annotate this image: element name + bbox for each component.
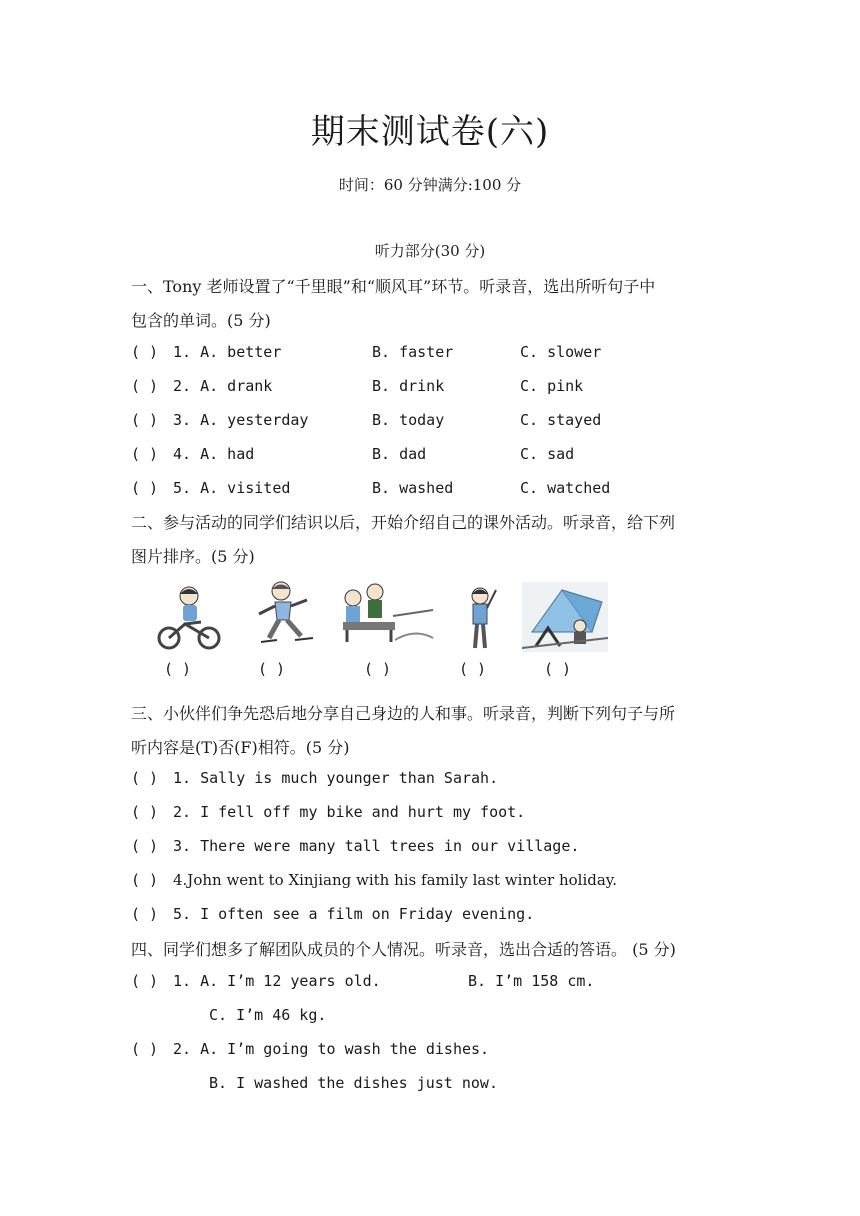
section-1-instruction-line2: 包含的单词。(5 分) xyxy=(131,311,271,330)
statement-text: 5. I often see a film on Friday evening. xyxy=(173,905,535,923)
option-c: C. watched xyxy=(520,479,611,497)
answer-blank[interactable]: ( ) xyxy=(131,377,159,395)
section-2-instruction-line2: 图片排序。(5 分) xyxy=(131,547,255,566)
section-1-instruction-line1: 一、Tony 老师设置了“千里眼”和“顺风耳”环节。听录音，选出所听句子中 xyxy=(131,277,656,296)
picture-order-blank[interactable]: ( ) xyxy=(544,660,572,678)
section-3-instruction-line1: 三、小伙伴们争先恐后地分享自己身边的人和事。听录音，判断下列句子与所 xyxy=(131,704,676,723)
option-a: 2. A. I’m going to wash the dishes. xyxy=(173,1040,490,1058)
option-c: C. stayed xyxy=(520,411,602,429)
statement-text: 1. Sally is much younger than Sarah. xyxy=(173,769,499,787)
kite-flying-picture xyxy=(460,582,500,652)
exam-subtitle: 时间：60 分钟满分:100 分 xyxy=(338,176,522,194)
camping-picture xyxy=(522,582,608,652)
section-4-instruction: 四、同学们想多了解团队成员的个人情况。听录音，选出合适的答语。 (5 分) xyxy=(131,940,676,959)
option-b: B. today xyxy=(372,411,445,429)
option-b: B. dad xyxy=(372,445,427,463)
answer-blank[interactable]: ( ) xyxy=(131,803,159,821)
answer-blank[interactable]: ( ) xyxy=(131,479,159,497)
picture-order-blank[interactable]: ( ) xyxy=(164,660,192,678)
option-b: B. I’m 158 cm. xyxy=(468,972,595,990)
statement-text: 4.John went to Xinjiang with his family last winter holiday. xyxy=(173,871,618,889)
listening-header: 听力部分(30 分) xyxy=(374,242,486,260)
statement-text: 3. There were many tall trees in our village. xyxy=(173,837,580,855)
answer-blank[interactable]: ( ) xyxy=(131,1040,159,1058)
bike-riding-picture xyxy=(155,582,225,652)
option-a: 3. A. yesterday xyxy=(173,411,309,429)
option-b: B. I washed the dishes just now. xyxy=(209,1074,498,1092)
option-b: B. faster xyxy=(372,343,454,361)
option-b: B. washed xyxy=(372,479,454,497)
option-a: 5. A. visited xyxy=(173,479,291,497)
page-title: 期末测试卷(六) xyxy=(310,112,550,152)
option-c: C. slower xyxy=(520,343,602,361)
answer-blank[interactable]: ( ) xyxy=(131,411,159,429)
picture-order-blank[interactable]: ( ) xyxy=(364,660,392,678)
answer-blank[interactable]: ( ) xyxy=(131,445,159,463)
option-a: 1. A. better xyxy=(173,343,282,361)
section-3-instruction-line2: 听内容是(T)否(F)相符。(5 分) xyxy=(131,738,350,757)
picnic-picture xyxy=(335,580,435,650)
answer-blank[interactable]: ( ) xyxy=(131,905,159,923)
option-c: C. pink xyxy=(520,377,584,395)
option-c: C. sad xyxy=(520,445,575,463)
picture-order-blank[interactable]: ( ) xyxy=(459,660,487,678)
answer-blank[interactable]: ( ) xyxy=(131,837,159,855)
answer-blank[interactable]: ( ) xyxy=(131,769,159,787)
section-2-instruction-line1: 二、参与活动的同学们结识以后，开始介绍自己的课外活动。听录音，给下列 xyxy=(131,513,676,532)
statement-text: 2. I fell off my bike and hurt my foot. xyxy=(173,803,526,821)
option-b: B. drink xyxy=(372,377,445,395)
picture-order-blank[interactable]: ( ) xyxy=(258,660,286,678)
option-a: 4. A. had xyxy=(173,445,255,463)
answer-blank[interactable]: ( ) xyxy=(131,343,159,361)
option-a: 1. A. I’m 12 years old. xyxy=(173,972,381,990)
skating-picture xyxy=(245,578,320,650)
option-c: C. I’m 46 kg. xyxy=(209,1006,327,1024)
option-a: 2. A. drank xyxy=(173,377,273,395)
answer-blank[interactable]: ( ) xyxy=(131,972,159,990)
answer-blank[interactable]: ( ) xyxy=(131,871,159,889)
